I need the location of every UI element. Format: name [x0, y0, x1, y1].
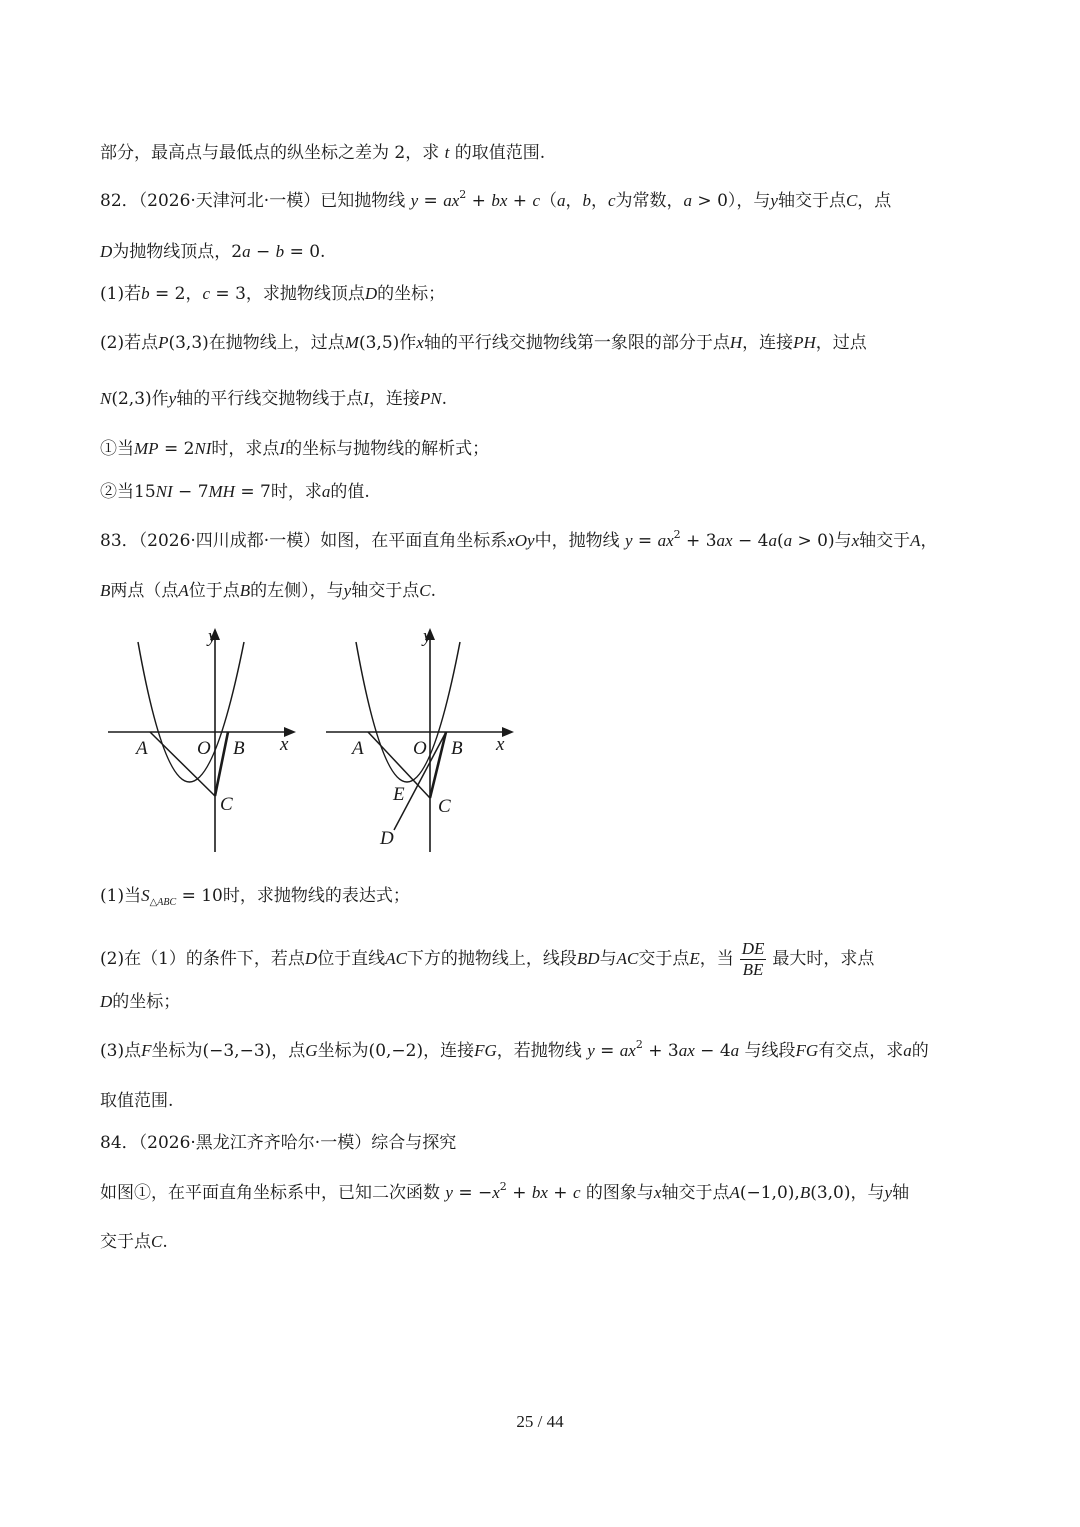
label-a: A [352, 738, 364, 759]
problem-83-part-1: (1)当$S_{\triangle ABC} = 10$时，求抛物线的表达式； [100, 886, 410, 908]
figure-right [318, 620, 523, 860]
problem-82-part-2-line-2: N(2,3)作y轴的平行线交抛物线于点I，连接PN. [100, 389, 448, 409]
label-x: x [496, 734, 505, 755]
problem-82-line-2: D为抛物线顶点，2a − b = 0. [100, 242, 326, 262]
parabola [138, 642, 244, 782]
label-y: y [423, 626, 432, 647]
page-number: 25 / 44 [516, 1412, 564, 1431]
problem-84-line-1: 如图①，在平面直角坐标系中，已知二次函数 $y = -x^2$ + bx + c 的图象与x轴交于点A(−1,0),B(3,0)，与y轴 [100, 1180, 910, 1203]
problem-82-part-1: (1)若b = 2，c = 3，求抛物线顶点D的坐标； [100, 284, 446, 304]
problem-83-part-3-line-1: (3)点F坐标为(−3,−3)，点G坐标为(0,−2)，连接FG，若抛物线 $y = ax^2 + 3ax - 4a$ 与线段FG有交点，求a的 [100, 1038, 929, 1061]
label-o: O [413, 738, 427, 759]
segment-bc [215, 732, 228, 796]
label-b: B [451, 738, 463, 759]
problem-83-part-3-line-2: 取值范围. [100, 1091, 174, 1111]
text-line-1: 部分，最高点与最低点的纵坐标之差为 2，求 t 的取值范围. [100, 143, 546, 163]
problem-83-line-1: 83．（2026·四川成都·一模）如图，在平面直角坐标系xOy中，抛物线 $y = ax^2 + 3ax - 4a(a > 0)$与x轴交于A， [100, 528, 938, 551]
label-a: A [136, 738, 148, 759]
problem-83-part-2-line-1: (2)在（1）的条件下，若点D位于直线AC下方的抛物线上，线段BD与AC交于点E，当 $\frac{DE}{BE}$ 最大时，求点 [100, 939, 875, 979]
label-d: D [380, 828, 394, 849]
label-x: x [280, 734, 289, 755]
problem-82-subpart-2: ②当15NI − 7MH = 7时，求a的值. [100, 482, 370, 502]
label-c: C [220, 794, 233, 815]
figure-left [100, 620, 305, 860]
problem-83-part-2-line-2: D的坐标； [100, 992, 181, 1012]
problem-82-subpart-1: ①当MP = 2NI时，求点I的坐标与抛物线的解析式； [100, 439, 490, 459]
problem-82-part-2-line-1: (2)若点P(3,3)在抛物线上，过点M(3,5)作x轴的平行线交抛物线第一象限的部分于点H，连接PH，过点 [100, 333, 867, 353]
parabola [356, 642, 460, 782]
label-e: E [393, 784, 405, 805]
label-b: B [233, 738, 245, 759]
label-c: C [438, 796, 451, 817]
label-o: O [197, 738, 211, 759]
problem-82-line-1: 82．（2026·天津河北·一模）已知抛物线 $y = ax^2$ + bx + c（a，b，c为常数，a > 0），与y轴交于点C，点 [100, 188, 892, 211]
label-y: y [208, 626, 217, 647]
problem-84-line-2: 交于点C. [100, 1232, 168, 1252]
problem-83-line-2: B两点（点A位于点B的左侧），与y轴交于点C. [100, 581, 436, 601]
problem-84-heading: 84．（2026·黑龙江齐齐哈尔·一模）综合与探究 [100, 1133, 457, 1153]
segment-bc [430, 732, 446, 798]
